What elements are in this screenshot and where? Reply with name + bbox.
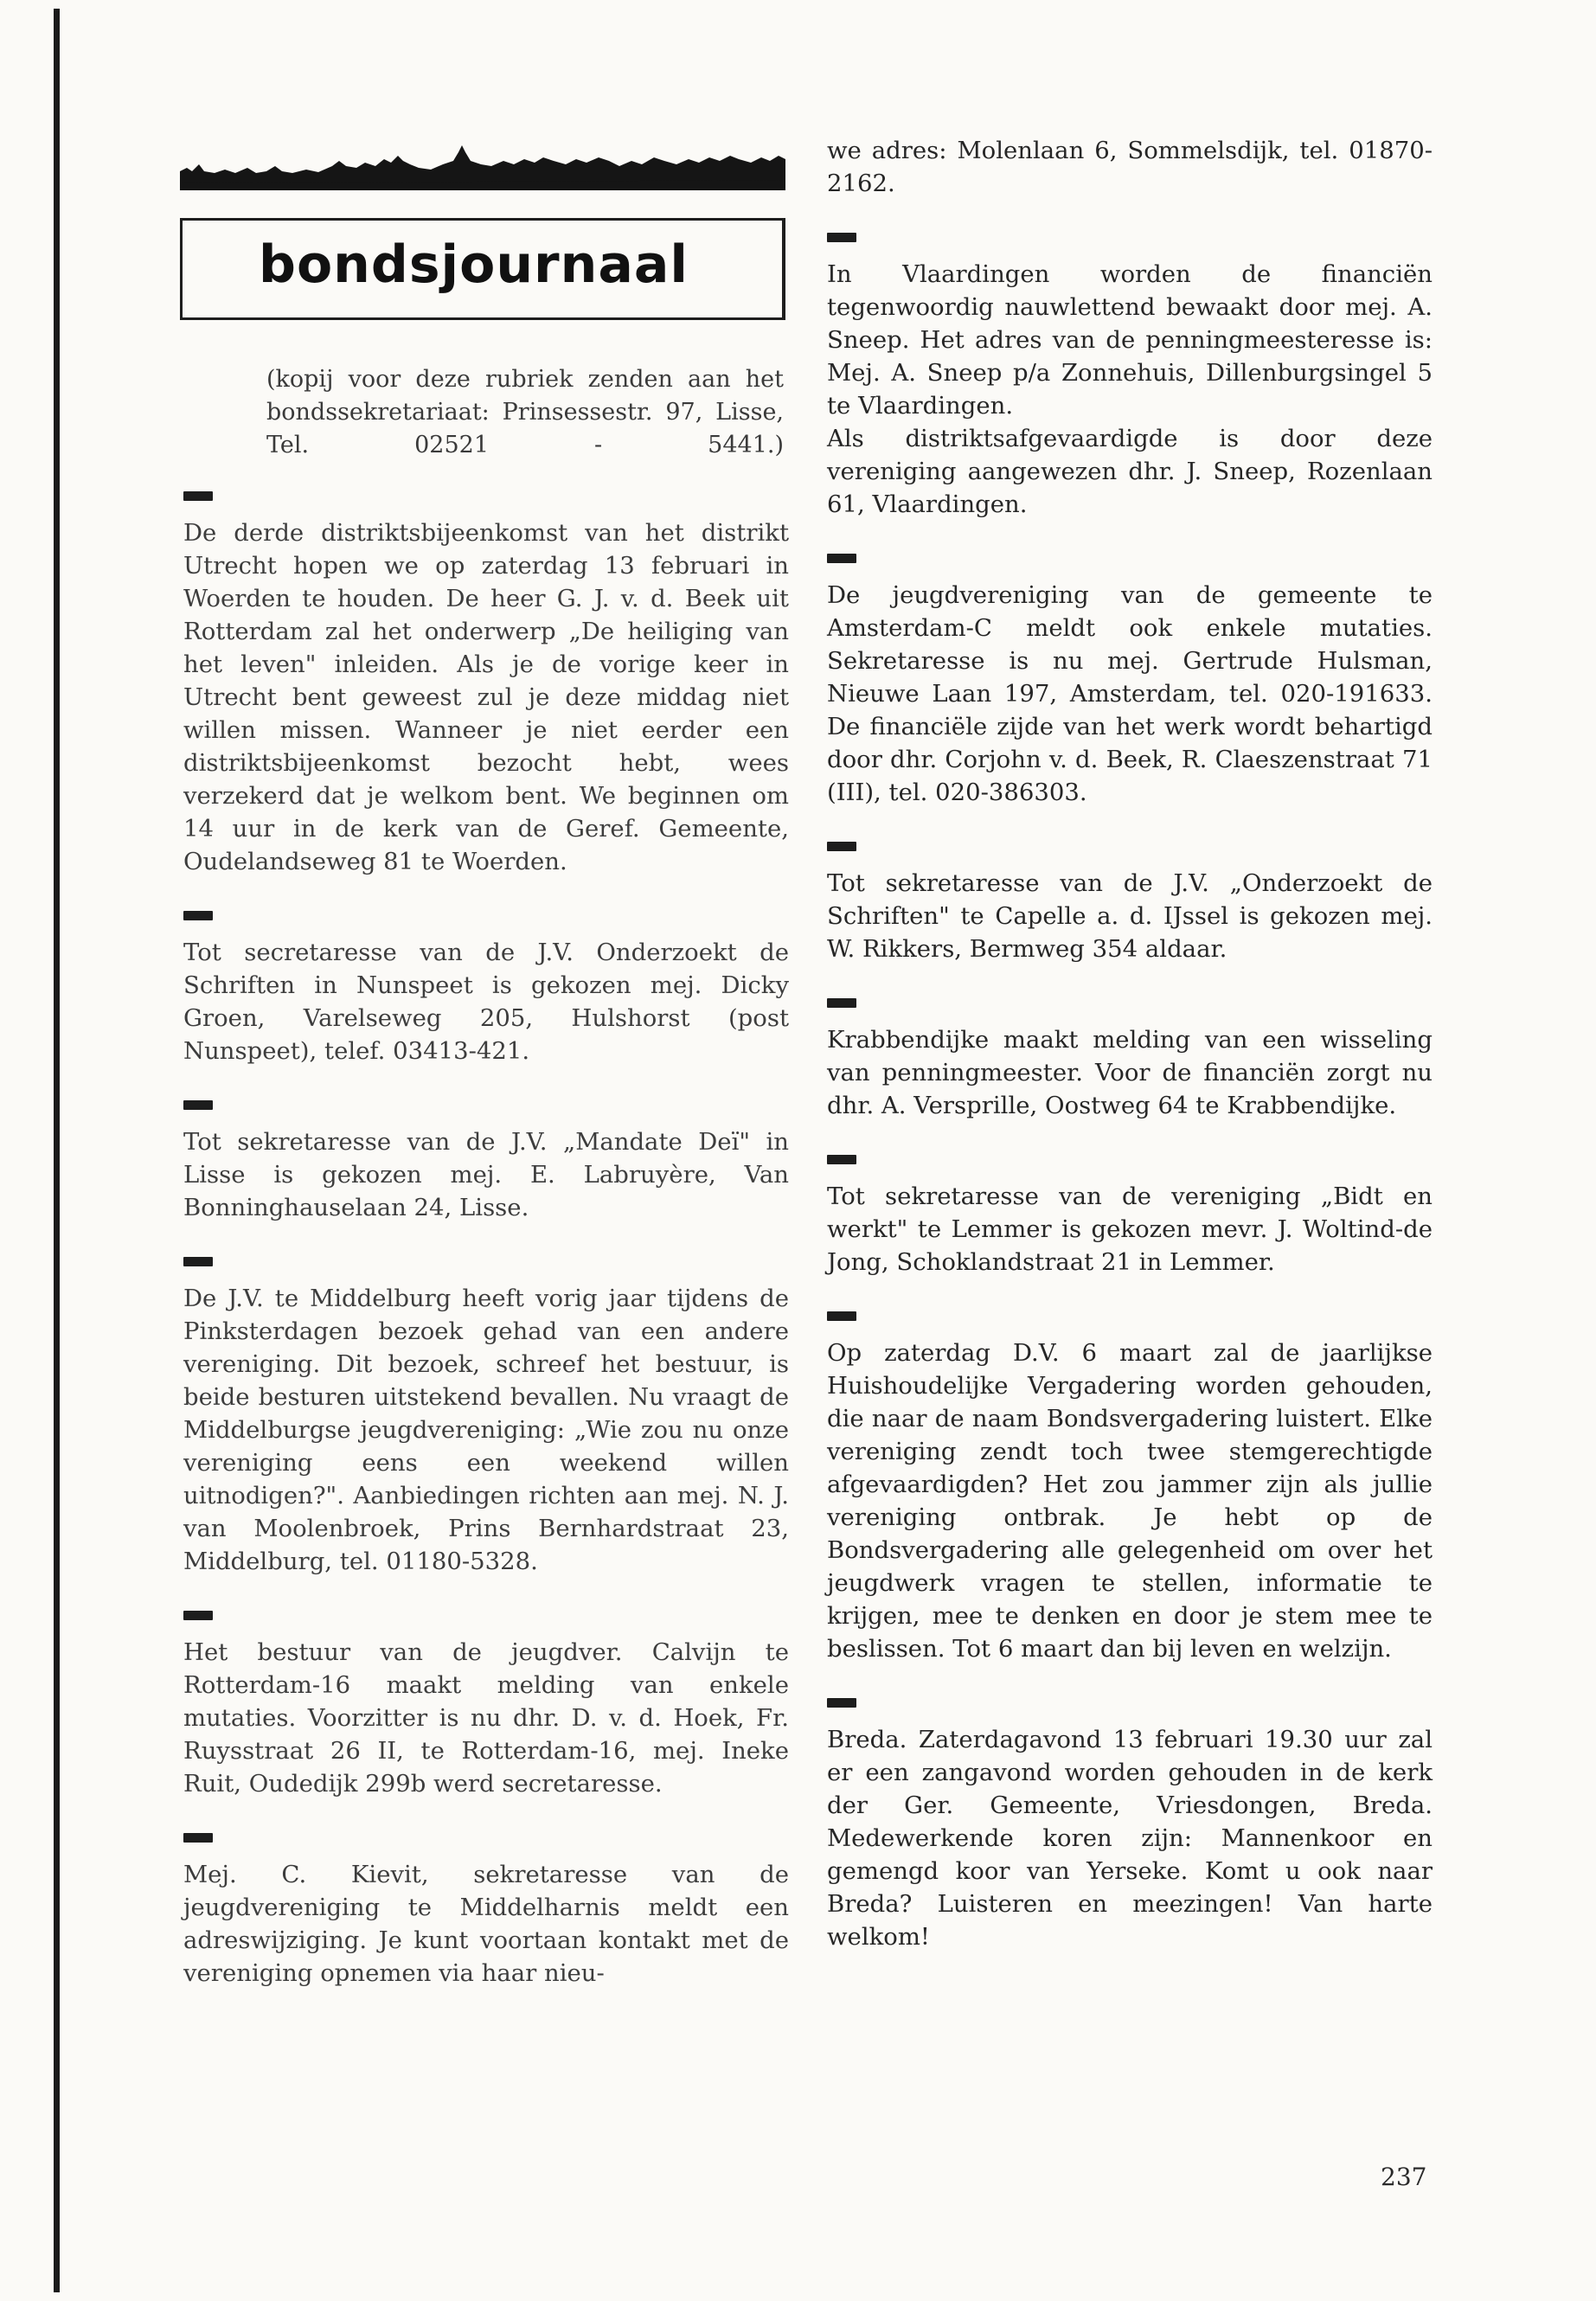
continued-text: we adres: Molenlaan 6, Sommelsdijk, tel. 01870-2162. bbox=[827, 137, 1433, 197]
skyline-illustration bbox=[180, 145, 785, 190]
left-column bbox=[183, 491, 789, 1990]
news-item bbox=[183, 911, 789, 1067]
item-marker bbox=[827, 842, 856, 851]
item-marker bbox=[827, 1155, 856, 1164]
item-marker bbox=[183, 491, 213, 501]
item-marker bbox=[183, 1257, 213, 1266]
news-text: In Vlaardingen worden de financiën tegenwoordig nauwlettend bewaakt door mej. A. Sneep. Het adres van de penningmeesteresse is: Mej. A. Sneep p/a Zonnehuis, Dillenburgsingel 5 te Vlaardingen. Als distriktsafgevaardigde is door deze vereniging aangewezen dhr. J. Sneep, Rozenlaan 61, Vlaardingen. bbox=[827, 260, 1433, 518]
right-column bbox=[827, 134, 1433, 1953]
news-item bbox=[827, 842, 1433, 965]
news-item bbox=[827, 554, 1433, 809]
news-text: De J.V. te Middelburg heeft vorig jaar tijdens de Pinksterdagen bezoek gehad van een andere vereniging. Dit bezoek, schreef het bestuur, is beide besturen uitstekend bevallen. Nu vraagt de Middelburgse jeugdvereniging: „Wie zou nu onze vereniging eens een weekend willen uitnodigen?". Aanbiedingen richten aan mej. N. J. van Moolenbroek, Prins Bernhardstraat 23, Middelburg, tel. 01180-5328. bbox=[183, 1285, 789, 1575]
news-item bbox=[827, 998, 1433, 1122]
item-marker bbox=[183, 1611, 213, 1620]
news-item bbox=[827, 1311, 1433, 1665]
news-item bbox=[183, 1100, 789, 1224]
news-item bbox=[183, 491, 789, 878]
news-text: De jeugdvereniging van de gemeente te Amsterdam-C meldt ook enkele mutaties. Sekretaresse is nu mej. Gertrude Hulsman, Nieuwe Laan 197, Amsterdam, tel. 020-191633. De financiële zijde van het werk wordt behartigd door dhr. Corjohn v. d. Beek, R. Claeszenstraat 71 (III), tel. 020-386303. bbox=[827, 581, 1433, 806]
page-number: 237 bbox=[1381, 2163, 1427, 2191]
section-title: bondsjournaal bbox=[259, 234, 689, 295]
news-item bbox=[827, 1155, 1433, 1279]
news-text: Tot sekretaresse van de J.V. „Mandate Deï" in Lisse is gekozen mej. E. Labruyère, Van Bonninghauselaan 24, Lisse. bbox=[183, 1128, 789, 1221]
news-text: Tot sekretaresse van de J.V. „Onderzoekt de Schriften" te Capelle a. d. IJssel is gekozen mej. W. Rikkers, Bermweg 354 aldaar. bbox=[827, 869, 1433, 963]
news-item bbox=[183, 1611, 789, 1800]
news-text: Tot secretaresse van de J.V. Onderzoekt de Schriften in Nunspeet is gekozen mej. Dicky Groen, Varelseweg 205, Hulshorst (post Nunspeet), telef. 03413-421. bbox=[183, 939, 789, 1065]
item-marker bbox=[827, 998, 856, 1008]
news-text: Op zaterdag D.V. 6 maart zal de jaarlijkse Huishoudelijke Vergadering worden gehouden, die naar de naam Bondsvergadering luistert. Elke vereniging zendt toch twee stemgerechtigde afgevaardigden? Het zou jammer zijn als jullie vereniging ontbrak. Je hebt op de Bondsvergadering alle gelegenheid om over het jeugdwerk vragen te stellen, informatie te krijgen, mee te denken en door je stem mee te beslissen. Tot 6 maart dan bij leven en welzijn. bbox=[827, 1339, 1433, 1663]
news-item bbox=[827, 1698, 1433, 1953]
item-marker bbox=[183, 1100, 213, 1110]
news-text: Het bestuur van de jeugdver. Calvijn te Rotterdam-16 maakt melding van enkele mutaties. Voorzitter is nu dhr. D. v. d. Hoek, Fr. Ruysstraat 26 II, te Rotterdam-16, mej. Ineke Ruit, Oudedijk 299b werd secretaresse. bbox=[183, 1638, 789, 1798]
section-header-box bbox=[180, 218, 785, 320]
news-text: Breda. Zaterdagavond 13 februari 19.30 uur zal er een zangavond worden gehouden in de kerk der Ger. Gemeente, Vriesdongen, Breda. Medewerkende koren zijn: Mannenkoor en gemengd koor van Yerseke. Komt u ook naar Breda? Luisteren en meezingen! Van harte welkom! bbox=[827, 1726, 1433, 1951]
item-marker bbox=[183, 911, 213, 920]
news-item bbox=[827, 233, 1433, 521]
news-text: Mej. C. Kievit, sekretaresse van de jeugdvereniging te Middelharnis meldt een adreswijziging. Je kunt voortaan kontakt met de vereniging opnemen via haar nieu- bbox=[183, 1861, 789, 1987]
news-item bbox=[183, 1833, 789, 1990]
item-marker bbox=[827, 554, 856, 563]
item-marker bbox=[827, 1311, 856, 1321]
item-marker bbox=[827, 233, 856, 242]
binding-edge-line bbox=[54, 9, 60, 2292]
intro-note: (kopij voor deze rubriek zenden aan het bondssekretariaat: Prinsessestr. 97, Lisse, Tel. 02521 - 5441.) bbox=[266, 366, 784, 458]
news-text: De derde distriktsbijeenkomst van het distrikt Utrecht hopen we op zaterdag 13 februari in Woerden te houden. De heer G. J. v. d. Beek uit Rotterdam zal het onderwerp „De heiliging van het leven" inleiden. Als je de vorige keer in Utrecht bent geweest zul je deze middag niet willen missen. Wanneer je niet eerder een distriktsbijeenkomst bezocht hebt, wees verzekerd dat je welkom bent. We beginnen om 14 uur in de kerk van de Geref. Gemeente, Oudelandseweg 81 te Woerden. bbox=[183, 519, 789, 875]
news-text: Tot sekretaresse van de vereniging „Bidt en werkt" te Lemmer is gekozen mevr. J. Woltind-de Jong, Schoklandstraat 21 in Lemmer. bbox=[827, 1183, 1433, 1276]
news-text: Krabbendijke maakt melding van een wisseling van penningmeester. Voor de financiën zorgt nu dhr. A. Versprille, Oostweg 64 te Krabbendijke. bbox=[827, 1026, 1433, 1119]
news-item bbox=[183, 1257, 789, 1578]
item-marker bbox=[827, 1698, 856, 1708]
item-marker bbox=[183, 1833, 213, 1843]
